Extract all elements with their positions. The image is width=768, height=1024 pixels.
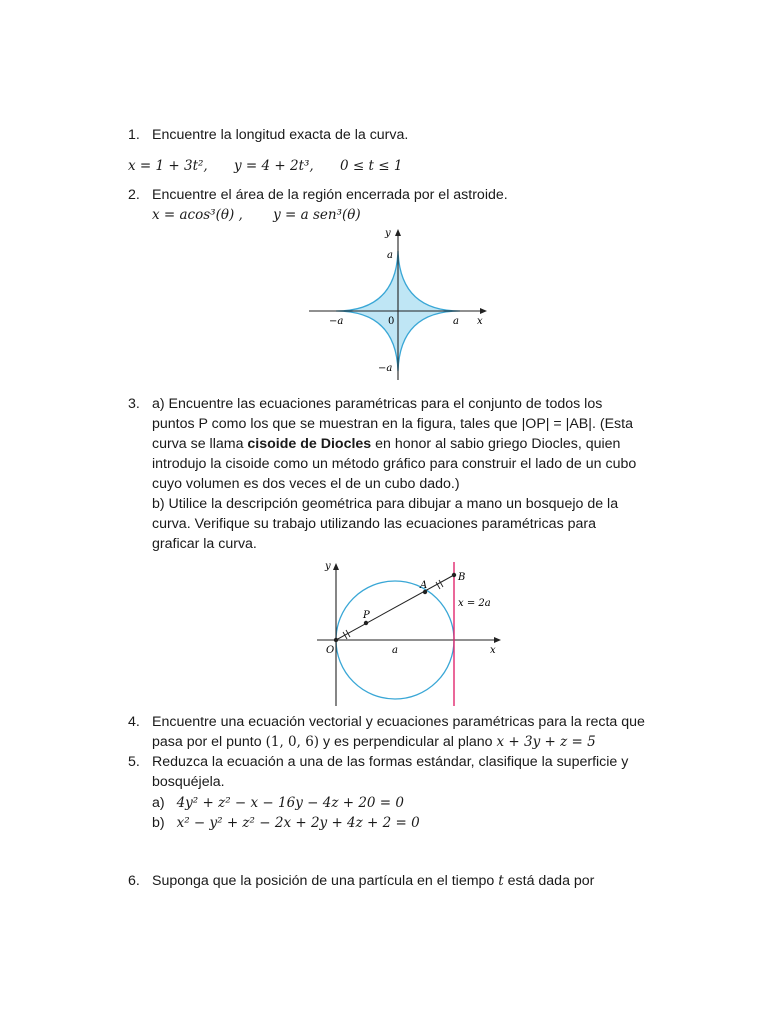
part-a-label: a) <box>152 795 165 811</box>
question-4-line-2 <box>152 732 596 752</box>
question-3-line-5: cuyo volumen es dos veces el de un cubo dado.) <box>152 476 460 492</box>
x-axis-arrow <box>494 637 501 643</box>
cissoid-label-line: x = 2a <box>458 598 491 609</box>
question-3-line-3 <box>152 434 620 454</box>
cissoid-term: cisoide de Diocles <box>247 436 372 452</box>
part-a-equation: 4y² + z² − x − 16y − 4z + 20 = 0 <box>176 795 404 811</box>
tick-OP-2 <box>346 630 350 637</box>
question-2-equation <box>152 205 361 225</box>
question-2-number: 2. <box>128 187 140 203</box>
q6-prefix: Suponga que la posición de una partícula en el tiempo <box>152 873 499 889</box>
eq-range: 0 ≤ t ≤ 1 <box>340 158 403 174</box>
line-2-prefix: pasa por el punto <box>152 734 266 750</box>
plane-equation: x + 3y + z = 5 <box>496 734 596 750</box>
cissoid-label-B: B <box>458 572 466 583</box>
question-6-text <box>152 871 594 891</box>
eq-y: y = 4 + 2t³, <box>234 158 319 174</box>
astroid-label-a-top: a <box>387 250 393 261</box>
question-3-line-7: curva. Verifique su trabajo utilizando las ecuaciones paramétricas para <box>152 516 596 532</box>
eq-x: x = acos³(θ) , <box>152 207 248 223</box>
line-3-prefix: curva se llama <box>152 436 248 452</box>
cissoid-label-O: O <box>326 645 335 656</box>
question-3-number: 3. <box>128 396 140 412</box>
eq-x: x = 1 + 3t², <box>128 158 212 174</box>
question-5-line-2: bosquéjela. <box>152 774 225 790</box>
point-O <box>334 638 338 642</box>
astroid-label-y: y <box>385 228 391 239</box>
line-3-suffix: en honor al sabio griego Diocles, quien <box>371 436 621 452</box>
question-2-text: Encuentre el área de la región encerrada por el astroide. <box>152 187 508 203</box>
question-5-part-b <box>152 813 420 833</box>
question-3-line-6: b) Utilice la descripción geométrica para dibujar a mano un bosquejo de la <box>152 496 619 512</box>
question-1-equation <box>128 156 402 176</box>
question-3-line-8: graficar la curva. <box>152 536 257 552</box>
segment-OB <box>336 575 454 640</box>
cissoid-figure <box>315 558 505 708</box>
question-3-line-2: puntos P como los que se muestran en la figura, tales que |OP| = |AB|. (Esta <box>152 416 633 432</box>
question-3-line-4: introdujo la cisoide como un método gráfico para construir el lado de un cubo <box>152 456 637 472</box>
astroid-label-origin: 0 <box>388 316 395 327</box>
x-axis-arrow <box>480 308 487 314</box>
astroid-label-a-bottom: −a <box>378 363 393 374</box>
part-b-label: b) <box>152 815 165 831</box>
point-coordinates: (1, 0, 6) <box>265 734 320 750</box>
y-axis-arrow <box>395 229 401 236</box>
point-B <box>452 573 456 577</box>
part-b-equation: x² − y² + z² − 2x + 2y + 4z + 2 = 0 <box>176 815 420 831</box>
cissoid-label-y: y <box>325 561 331 572</box>
point-P <box>364 621 368 625</box>
question-3-line-1: a) Encuentre las ecuaciones paramétricas para el conjunto de todos los <box>152 396 603 412</box>
y-axis-arrow <box>333 563 339 570</box>
astroid-figure <box>305 225 510 385</box>
cissoid-label-x: x <box>490 645 496 656</box>
question-5-part-a <box>152 793 404 813</box>
cissoid-label-A: A <box>420 580 428 591</box>
q6-suffix: está dada por <box>503 873 595 889</box>
question-5-number: 5. <box>128 754 140 770</box>
line-2-middle: y es perpendicular al plano <box>319 734 497 750</box>
question-5-line-1: Reduzca la ecuación a una de las formas estándar, clasifique la superficie y <box>152 754 629 770</box>
cissoid-label-P: P <box>363 610 370 621</box>
q6-variable: t <box>498 873 504 889</box>
question-1-number: 1. <box>128 127 140 143</box>
astroid-label-a-left: −a <box>329 316 344 327</box>
eq-y: y = a sen³(θ) <box>273 207 361 223</box>
cissoid-label-a: a <box>392 645 398 656</box>
question-1-text: Encuentre la longitud exacta de la curva. <box>152 127 409 143</box>
question-4-line-1: Encuentre una ecuación vectorial y ecuaciones paramétricas para la recta que <box>152 714 645 730</box>
question-4-number: 4. <box>128 714 140 730</box>
astroid-label-x: x <box>477 316 483 327</box>
question-6-number: 6. <box>128 873 140 889</box>
astroid-label-a-right: a <box>453 316 459 327</box>
